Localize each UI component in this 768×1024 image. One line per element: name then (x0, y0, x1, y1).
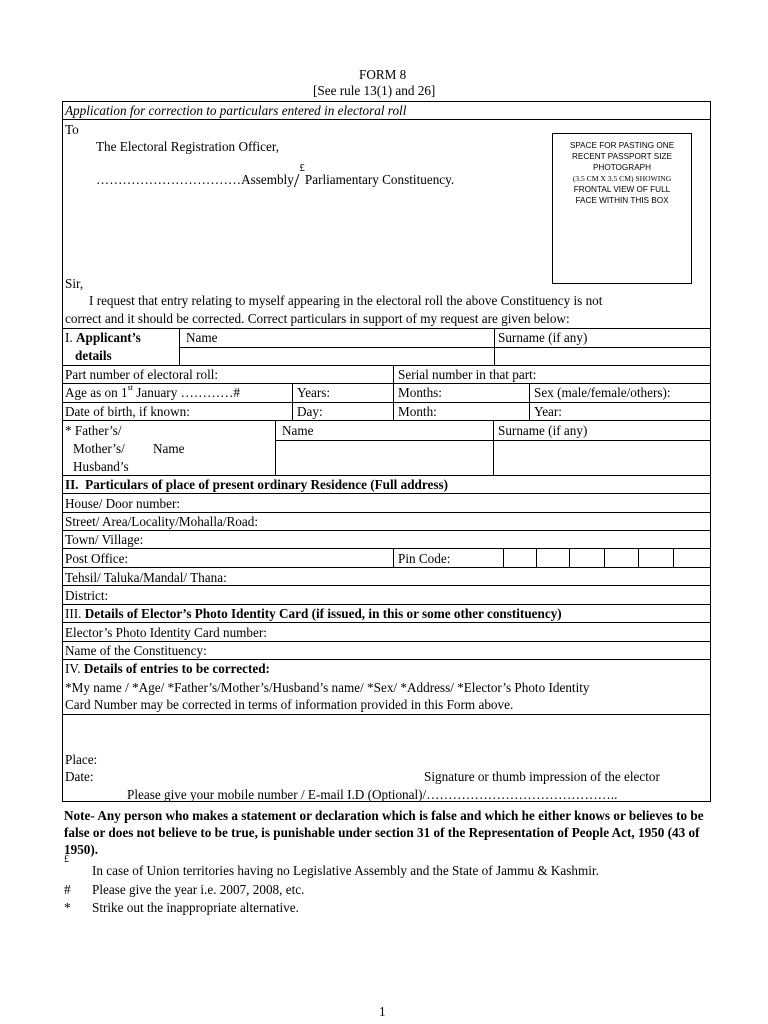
house-row-top (62, 493, 711, 494)
place-label: Place: (65, 752, 98, 767)
section3-heading (65, 607, 562, 620)
constituency-slash: / (293, 170, 300, 192)
epic-row-top (62, 622, 711, 623)
tehsil-row-top (62, 567, 711, 568)
pin-divider (393, 548, 394, 568)
age-suffix: January …………# (136, 385, 240, 400)
pound-footnote-mark: £ (299, 162, 305, 174)
section4-heading-text: Details of entries to be corrected: (83, 661, 270, 676)
relative-name-label: Name (282, 423, 314, 438)
application-title: Application for correction to particulars entered in electoral roll (65, 103, 407, 118)
age-prefix: Age as on 1 (65, 385, 128, 400)
mobile-email-label: Please give your mobile number / E-mail I.D (Optional)/…………………………………….. (127, 787, 618, 802)
page-number: 1 (379, 1004, 386, 1019)
street-label: Street/ Area/Locality/Mohalla/Road: (65, 514, 258, 529)
year-label: Year: (534, 404, 562, 419)
section3-heading-text: Details of Elector’s Photo Identity Card (if issued, in this or some other constituency) (84, 606, 562, 621)
relative-name-field[interactable] (276, 441, 492, 474)
photo-box-line6: FACE WITHIN THIS BOX (575, 196, 669, 205)
town-row-top (62, 530, 711, 531)
photo-box-line2: RECENT PASSPORT SIZE (572, 152, 672, 161)
day-label: Day: (297, 404, 323, 419)
constituency-dots: ……………………………Assembly (96, 172, 294, 187)
pin-box-line (536, 548, 537, 568)
part-serial-divider (393, 365, 394, 420)
addressee: The Electoral Registration Officer, (96, 139, 280, 154)
applicant-name-field[interactable] (180, 348, 493, 364)
dob-label: Date of birth, if known: (65, 404, 190, 419)
relation-name-word: Name (153, 441, 185, 456)
constituency-tail: Parliamentary Constituency. (304, 172, 455, 187)
footnote2-symbol: # (64, 882, 71, 897)
section4-line1: *My name / *Age/ *Father’s/Mother’s/Husband’s name/ *Sex/ *Address/ *Elector’s Photo Identity (65, 680, 590, 695)
serial-number-label: Serial number in that part: (398, 367, 537, 382)
section1-roman: I. (65, 330, 73, 345)
footnote3-text: Strike out the inappropriate alternative. (92, 900, 299, 915)
applicant-surname-label: Surname (if any) (498, 330, 588, 345)
salutation: Sir, (65, 276, 84, 291)
relative-surname-label: Surname (if any) (498, 423, 588, 438)
applicant-surname-field[interactable] (495, 348, 709, 364)
photo-box-line3: PHOTOGRAPH (592, 163, 652, 172)
footnote2-text: Please give the year i.e. 2007, 2008, etc. (92, 882, 305, 897)
section4-bottom-border (62, 714, 711, 715)
photo-box-line1: SPACE FOR PASTING ONE (569, 141, 675, 150)
section4-roman: IV. (65, 661, 81, 676)
pin-code-label: Pin Code: (398, 551, 451, 566)
constituency-line (96, 162, 455, 192)
box-top-border (62, 101, 711, 102)
age-superscript: st (127, 383, 133, 392)
dob-row-top (62, 402, 711, 403)
age-row-top (62, 383, 711, 384)
section1-heading-b: details (75, 348, 112, 363)
street-row-top (62, 512, 711, 513)
section2-heading-text: Particulars of place of present ordinary Residence (Full address) (85, 477, 449, 492)
part-row-top (62, 365, 711, 366)
part-number-label: Part number of electoral roll: (65, 367, 219, 382)
relation-row-top (62, 420, 711, 421)
section1-top-border (62, 328, 711, 329)
legal-note: Note- Any person who makes a statement or declaration which is false and which he either knows or believes to be false or does not believe to be true, is punishable under section 31 of the Representation of People Act, 1950 (43 of 1950). (64, 808, 704, 857)
post-office-label: Post Office: (65, 551, 129, 566)
footnote3-symbol: * (64, 900, 71, 915)
request-line1: I request that entry relating to myself appearing in the electoral roll the above Constituency is not (89, 293, 603, 308)
month-label: Month: (398, 404, 437, 419)
constituency-row-top (62, 641, 711, 642)
section3-roman: III. (65, 606, 82, 621)
footnote1-symbol: £ (64, 854, 69, 865)
tehsil-label: Tehsil/ Taluka/Mandal/ Thana: (65, 570, 227, 585)
years-label: Years: (297, 385, 331, 400)
pin-box-line (604, 548, 605, 568)
section2-top-border (62, 475, 711, 476)
post-office-row-top (62, 548, 711, 549)
house-label: House/ Door number: (65, 496, 181, 511)
date-label: Date: (65, 769, 94, 784)
photo-box (552, 133, 692, 284)
footnote1-text: In case of Union territories having no Legislative Assembly and the State of Jammu & Kashmir. (92, 863, 599, 878)
title-divider (62, 119, 711, 120)
section4-line2: Card Number may be corrected in terms of information provided in this Form above. (65, 697, 514, 712)
sex-label: Sex (male/female/others): (534, 385, 671, 400)
district-row-top (62, 585, 711, 586)
pin-box-line (673, 548, 674, 568)
box-left-border (62, 101, 63, 802)
applicant-name-label: Name (186, 330, 218, 345)
pin-box-line (569, 548, 570, 568)
section2-roman: II. (65, 477, 79, 492)
age-label (65, 383, 240, 400)
relation-line1: * Father’s/ (65, 423, 122, 438)
district-label: District: (65, 588, 109, 603)
section1-heading-a: Applicant’s (76, 330, 141, 345)
relation-line3: Husband’s (73, 459, 129, 474)
constituency-name-label: Name of the Constituency: (65, 643, 207, 658)
town-label: Town/ Village: (65, 532, 144, 547)
section4-heading (65, 662, 270, 675)
to-label: To (65, 122, 79, 137)
rule-reference: [See rule 13(1) and 26] (313, 83, 436, 98)
section2-heading (65, 478, 448, 491)
photo-box-line4: (3.5 CM X 3.5 CM) SHOWING (572, 174, 672, 183)
section3-top-border (62, 604, 711, 605)
request-line2: correct and it should be corrected. Correct particulars in support of my request are given below: (65, 311, 570, 326)
section4-top-border (62, 659, 711, 660)
relation-line2: Mother’s/ (73, 441, 125, 456)
signature-label: Signature or thumb impression of the elector (424, 769, 660, 784)
pin-box-line (503, 548, 504, 568)
photo-box-line5: FRONTAL VIEW OF FULL (573, 185, 671, 194)
section1-heading (65, 331, 141, 344)
pin-box-line (638, 548, 639, 568)
epic-number-label: Elector’s Photo Identity Card number: (65, 625, 267, 640)
relative-surname-field[interactable] (494, 441, 709, 474)
months-label: Months: (398, 385, 442, 400)
form-title: FORM 8 (359, 67, 407, 82)
box-right-border (710, 101, 711, 802)
